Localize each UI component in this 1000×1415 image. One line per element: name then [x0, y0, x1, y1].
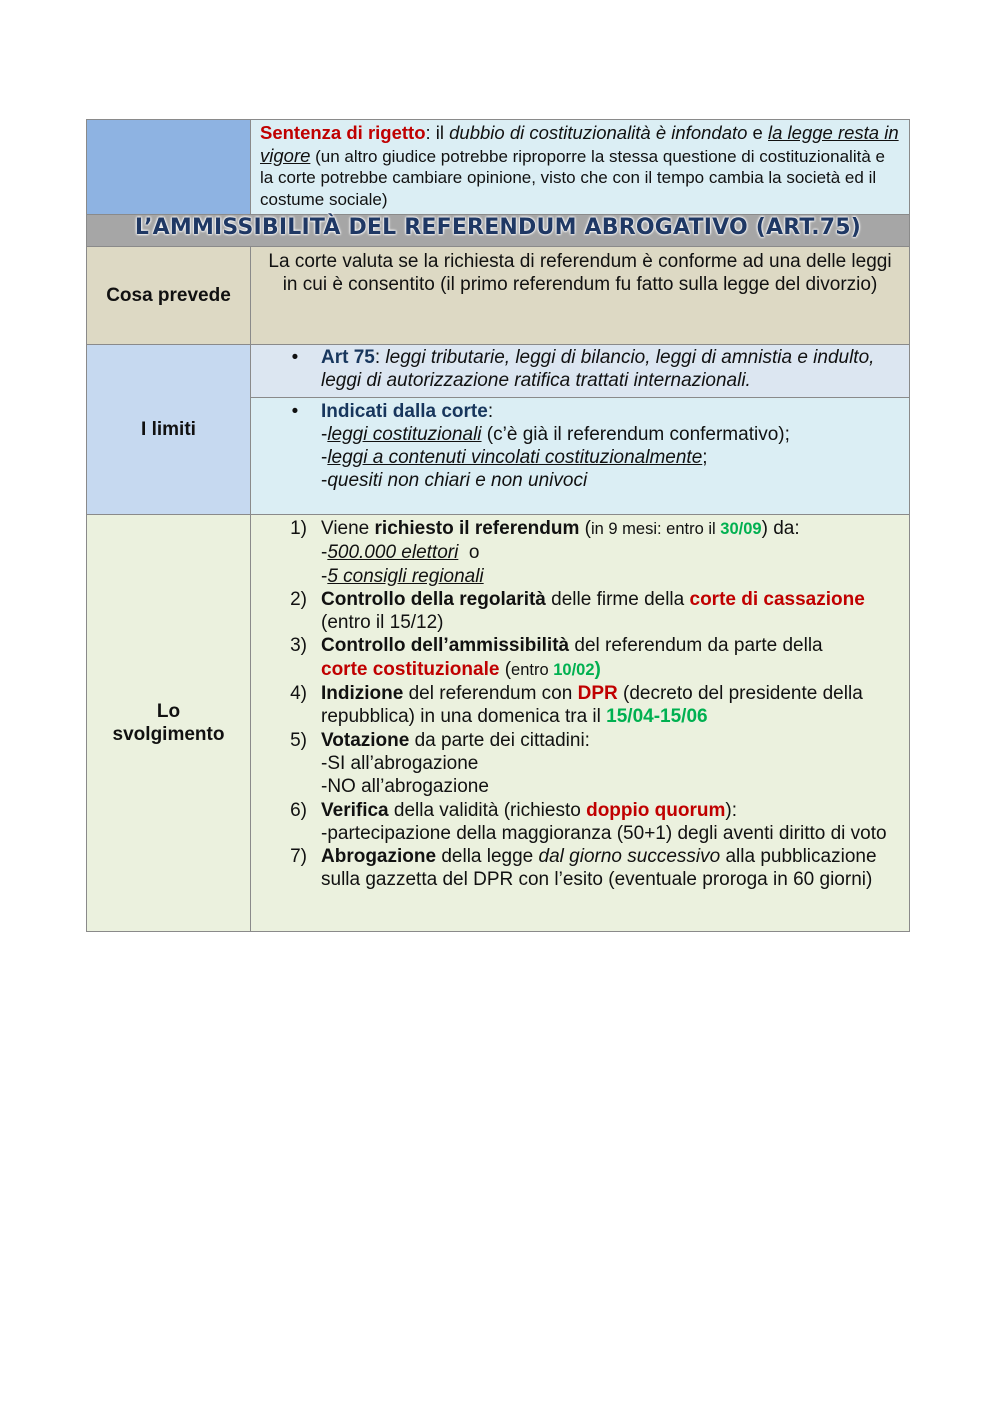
step-4-c: (decreto del presidente della repubblica) in una domenica tra il: [321, 683, 863, 728]
rigetto-colon: : il: [425, 122, 450, 143]
step-6-c: ):: [725, 799, 738, 821]
step-5-si: -SI all’abrogazione: [321, 752, 479, 774]
art75-colon: :: [374, 347, 386, 368]
step-4-a: del referendum con: [403, 683, 578, 705]
rigetto-text-cell: [251, 120, 910, 215]
limiti-label: I limiti: [87, 345, 251, 515]
step-2-a: delle firme della: [545, 588, 690, 610]
dash: -: [321, 470, 328, 491]
step-1-date: 30/09: [720, 520, 762, 538]
step-3-bold: Controllo dell’ammissibilità: [321, 635, 570, 657]
step-7-c: alla pubblicazione sulla gazzetta del DPR con l’esito (eventuale proroga in 60 giorni): [321, 846, 877, 891]
section-heading: L’AMMISSIBILITÀ DEL REFERENDUM ABROGATIVO (ART.75): [134, 215, 862, 240]
prevede-label: Cosa prevede: [87, 247, 251, 345]
corte-item-1: leggi costituzionali: [327, 424, 482, 445]
rigetto-label-cell: [87, 120, 251, 215]
step-1-c: (: [579, 518, 591, 539]
step-number: 3): [290, 635, 307, 657]
corte-item-1-rest: (c’è già il referendum confermativo);: [481, 424, 790, 445]
limiti-art75-item: [251, 346, 909, 392]
step-4-date: 15/04-15/06: [606, 706, 708, 728]
step-3-date: 10/02: [553, 660, 595, 679]
corte-item-2-rest: ;: [702, 447, 708, 468]
corte-title: Indicati dalla corte: [321, 401, 488, 422]
step-7: [251, 845, 909, 892]
step-6-a: della validità (richiesto: [388, 799, 587, 821]
step-number: 7): [290, 846, 307, 868]
step-1-a: Viene: [321, 518, 375, 539]
step-5-a: da parte dei cittadini:: [409, 729, 590, 751]
prevede-row: [87, 247, 910, 345]
step-number: 2): [290, 588, 307, 610]
rigetto-e: e: [747, 122, 768, 143]
svolgimento-row: [87, 515, 910, 932]
heading-cell: [87, 215, 910, 247]
step-number: 6): [290, 799, 307, 821]
step-3-d: entro: [511, 660, 554, 679]
step-2-red: corte di cassazione: [689, 588, 865, 610]
art75-title: Art 75: [321, 347, 375, 368]
step-3-red: corte costituzionale: [321, 658, 500, 680]
summary-table: [86, 119, 910, 932]
corte-item-2: leggi a contenuti vincolati costituzionalmente: [327, 447, 703, 468]
step-1-d: in 9 mesi: entro il: [590, 520, 721, 538]
svolgimento-label: [87, 515, 251, 932]
step-2: [251, 588, 909, 635]
svolgimento-label-line1: Lo: [156, 701, 181, 722]
dash: -: [321, 447, 328, 468]
limiti-corte-cell: [251, 398, 910, 515]
svolgimento-label-line2: svolgimento: [112, 724, 225, 745]
step-3-a: del referendum da parte della: [569, 635, 823, 657]
limiti-art75-cell: [251, 345, 910, 398]
corte-colon: :: [487, 401, 494, 422]
bullet-icon: •: [291, 347, 299, 368]
corte-item-3: quesiti non chiari e non univoci: [327, 470, 588, 491]
svolgimento-steps-cell: [251, 515, 910, 932]
rigetto-detail: (un altro giudice potrebbe riproporre la stessa questione di costituzionalità e la corte potrebbe cambiare opinione, visto che con il tempo cambia la società ed il costume sociale): [260, 146, 885, 209]
step-number: 4): [290, 683, 307, 705]
step-5-bold: Votazione: [321, 729, 410, 751]
step-3-c: (: [499, 658, 512, 680]
step-1: [251, 517, 909, 588]
steps-list: [251, 517, 909, 892]
step-7-italic: dal giorno successivo: [538, 846, 721, 868]
step-number: 1): [290, 518, 307, 539]
step-7-bold: Abrogazione: [321, 846, 437, 868]
rigetto-legge-vigore: la legge resta in vigore: [260, 122, 899, 166]
step-2-c: (entro il 15/12): [321, 612, 444, 634]
bullet-icon: •: [291, 401, 299, 422]
step-6-red: doppio quorum: [586, 799, 726, 821]
step-3-e: ): [594, 658, 601, 680]
art75-text: leggi tributarie, leggi di bilancio, leggi di amnistia e indulto, leggi di autorizzazione ratifica trattati internazionali.: [321, 347, 875, 391]
dash: -: [321, 542, 328, 564]
dash: -: [321, 424, 328, 445]
step-4-bold: Indizione: [321, 683, 404, 705]
step-1-elettori: 500.000 elettori: [327, 542, 459, 564]
step-5-no: -NO all’abrogazione: [321, 776, 489, 798]
step-4: [251, 682, 909, 729]
step-number: 5): [290, 729, 307, 751]
step-7-a: della legge: [436, 846, 539, 868]
rigetto-dubbio: dubbio di costituzionalità è infondato: [449, 122, 748, 143]
step-1-bold: richiesto il referendum: [374, 518, 580, 539]
step-2-bold: Controllo della regolarità: [321, 588, 546, 610]
heading-row: [87, 215, 910, 247]
rigetto-title: Sentenza di rigetto: [260, 122, 426, 143]
limiti-row-art75: [87, 345, 910, 398]
rigetto-row: [87, 120, 910, 215]
step-1-consigli: 5 consigli regionali: [327, 565, 484, 587]
step-5: [251, 729, 909, 799]
step-6-l1: -partecipazione della maggioranza (50+1) degli aventi diritto di voto: [321, 822, 887, 844]
step-4-red: DPR: [577, 683, 618, 705]
step-3: [251, 634, 909, 682]
step-1-e: ) da:: [761, 518, 800, 539]
step-6-bold: Verifica: [321, 799, 389, 821]
dash: -: [321, 565, 328, 587]
step-6: [251, 799, 909, 846]
prevede-text: La corte valuta se la richiesta di referendum è conforme ad una delle leggi in cui è consentito (il primo referendum fu fatto sulla legge del divorzio): [251, 247, 910, 345]
step-1-o: o: [458, 542, 480, 564]
limiti-corte-item: [251, 400, 909, 492]
